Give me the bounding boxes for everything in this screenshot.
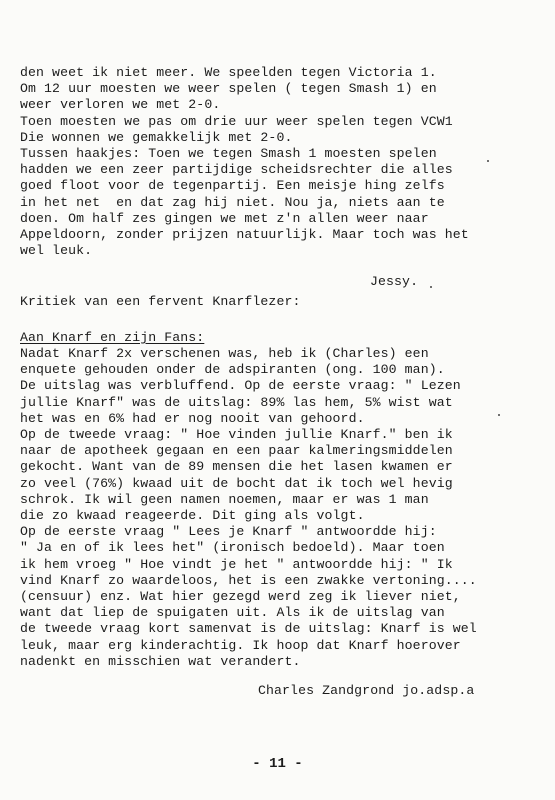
text-line: nadenkt en misschien wat verandert.: [20, 653, 301, 669]
text-line: " Ja en of ik lees het" (ironisch bedoeld). Maar toen: [20, 540, 445, 556]
print-speck: [430, 286, 432, 288]
text-line: (censuur) enz. Wat hier gezegd werd zeg ik liever niet,: [20, 589, 461, 604]
text-line: die zo kwaad reageerde. Dit ging als volgt.: [20, 508, 365, 523]
text-line: in het net en dat zag hij niet. Nou ja, niets aan te: [20, 194, 445, 210]
text-line: doen. Om half zes gingen we met z'n allen weer naar: [20, 210, 429, 226]
text-line: Om 12 uur moesten we weer spelen ( tegen Smash 1) en: [20, 81, 437, 97]
text-line: leuk, maar erg kinderachtig. Ik hoop dat Knarf hoerover: [20, 637, 461, 653]
text-line: Nadat Knarf 2x verschenen was, heb ik (Charles) een: [20, 346, 429, 361]
text-line: gekocht. Want van de 89 mensen die het lasen kwamen er: [20, 459, 453, 475]
text-line: schrok. Ik wil geen namen noemen, maar er was 1 man: [20, 491, 429, 507]
text-line: want dat liep de spuigaten uit. Als ik de uitslag van: [20, 605, 445, 621]
text-line: den weet ik niet meer. We speelden tegen Victoria 1.: [20, 65, 437, 80]
text-line: Tussen haakjes: Toen we tegen Smash 1 moesten spelen: [20, 146, 437, 161]
section-heading: Aan Knarf en zijn Fans:: [20, 330, 205, 345]
text-line: wel leuk.: [20, 243, 93, 259]
text-line: Op de eerste vraag " Lees je Knarf " antwoordde hij:: [20, 524, 437, 540]
print-speck: [487, 160, 489, 162]
signature-jessy: Jessy.: [370, 274, 419, 289]
text-line: ik hem vroeg " Hoe vindt je het " antwoordde hij: " Ik: [20, 556, 453, 572]
signature-charles: Charles Zandgrond jo.adsp.a: [258, 683, 475, 698]
text-line: weer verloren we met 2-0.: [20, 97, 221, 113]
text-line: Appeldoorn, zonder prijzen natuurlijk. Maar toch was het: [20, 227, 469, 242]
text-line: jullie Knarf" was de uitslag: 89% las hem, 5% wist wat: [20, 394, 453, 410]
text-line: het was en 6% had er nog nooit van gehoord.: [20, 410, 365, 426]
print-speck: [498, 414, 500, 416]
text-line: naar de apotheek gegaan en een paar kalmeringsmiddelen: [20, 443, 453, 459]
text-line: goed floot voor de tegenpartij. Een meisje hing zelfs: [20, 178, 445, 194]
text-line: vind Knarf zo waardeloos, het is een zwakke vertoning....: [20, 572, 477, 588]
text-line: hadden we een zeer partijdige scheidsrechter die alles: [20, 162, 453, 178]
text-line: Toen moesten we pas om drie uur weer spelen tegen VCW1: [20, 113, 453, 129]
text-line: Die wonnen we gemakkelijk met 2-0.: [20, 129, 293, 145]
text-line: enquete gehouden onder de adspiranten (ong. 100 man).: [20, 362, 445, 378]
text-line: zo veel (76%) kwaad uit de bocht dat ik toch wel hevig: [20, 475, 453, 491]
page-number: - 11 -: [252, 756, 303, 772]
critique-intro: Kritiek van een fervent Knarflezer:: [20, 294, 301, 309]
text-line: De uitslag was verbluffend. Op de eerste vraag: " Lezen: [20, 378, 461, 394]
text-line: Op de tweede vraag: " Hoe vinden jullie Knarf." ben ik: [20, 427, 453, 442]
text-line: de tweede vraag kort samenvat is de uitslag: Knarf is wel: [20, 621, 477, 637]
